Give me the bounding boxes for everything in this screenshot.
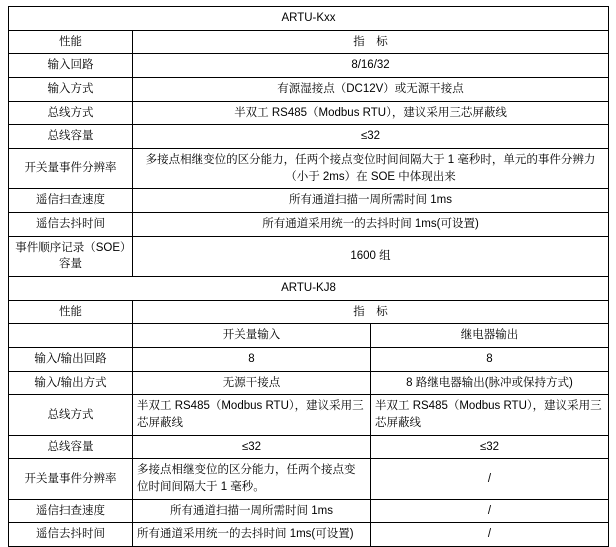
row-value-right: 半双工 RS485（Modbus RTU），建议采用三芯屏蔽线 [371,395,609,435]
row-value-right: ≤32 [371,435,609,459]
row-label: 输入回路 [9,54,133,78]
row-value-right: / [371,499,609,523]
table-title-row [9,7,609,31]
row-label: 遥信扫查速度 [9,499,133,523]
table-row [9,435,609,459]
table-row [9,101,609,125]
table-header-row [9,300,609,324]
table-title: ARTU-Kxx [9,7,609,31]
row-value: 多接点相继变位的区分能力，任两个接点变位时间间隔大于 1 毫秒时，单元的事件分辨力（小于 2ms）在 SOE 中体现出来 [133,149,609,189]
table-row [9,395,609,435]
table-title-row [9,277,609,301]
row-label: 总线容量 [9,125,133,149]
table-row [9,371,609,395]
row-value: 8/16/32 [133,54,609,78]
table-row [9,348,609,372]
row-value-left: 所有通道扫描一周所需时间 1ms [133,499,371,523]
row-value-right: / [371,459,609,499]
row-label: 输入/输出方式 [9,371,133,395]
row-label: 遥信去抖时间 [9,523,133,547]
row-label: 输入/输出回路 [9,348,133,372]
row-value: 有源湿接点（DC12V）或无源干接点 [133,78,609,102]
table-title: ARTU-KJ8 [9,277,609,301]
header-index: 指 标 [133,30,609,54]
table-subheader-row [9,324,609,348]
row-label: 总线容量 [9,435,133,459]
table-row [9,149,609,189]
row-value-left: 无源干接点 [133,371,371,395]
row-label: 事件顺序记录（SOE）容量 [9,236,133,276]
table-row [9,236,609,276]
header-performance: 性能 [9,300,133,324]
row-value-left: ≤32 [133,435,371,459]
table-row [9,459,609,499]
row-value-left: 所有通道采用统一的去抖时间 1ms(可设置) [133,523,371,547]
table-row [9,189,609,213]
table-header-row [9,30,609,54]
row-label: 开关量事件分辨率 [9,149,133,189]
row-label: 遥信去抖时间 [9,213,133,237]
table-row [9,54,609,78]
spec-table-artu-kxx [8,6,609,547]
row-value: 所有通道采用统一的去抖时间 1ms(可设置) [133,213,609,237]
header-index: 指 标 [133,300,609,324]
row-value: 1600 组 [133,236,609,276]
table-row [9,499,609,523]
row-label: 总线方式 [9,395,133,435]
row-value: 半双工 RS485（Modbus RTU），建议采用三芯屏蔽线 [133,101,609,125]
row-label: 总线方式 [9,101,133,125]
header-performance: 性能 [9,30,133,54]
subheader-digital-input: 开关量输入 [133,324,371,348]
row-value-right: 8 [371,348,609,372]
row-label: 开关量事件分辨率 [9,459,133,499]
subheader-relay-output: 继电器输出 [371,324,609,348]
table-row [9,213,609,237]
row-label: 输入方式 [9,78,133,102]
row-value-left: 8 [133,348,371,372]
subheader-blank [9,324,133,348]
row-value: ≤32 [133,125,609,149]
table-row [9,125,609,149]
table-row [9,78,609,102]
row-value: 所有通道扫描一周所需时间 1ms [133,189,609,213]
row-value-right: 8 路继电器输出(脉冲或保持方式) [371,371,609,395]
row-label: 遥信扫查速度 [9,189,133,213]
row-value-left: 多接点相继变位的区分能力，任两个接点变位时间间隔大于 1 毫秒。 [133,459,371,499]
row-value-left: 半双工 RS485（Modbus RTU），建议采用三芯屏蔽线 [133,395,371,435]
row-value-right: / [371,523,609,547]
